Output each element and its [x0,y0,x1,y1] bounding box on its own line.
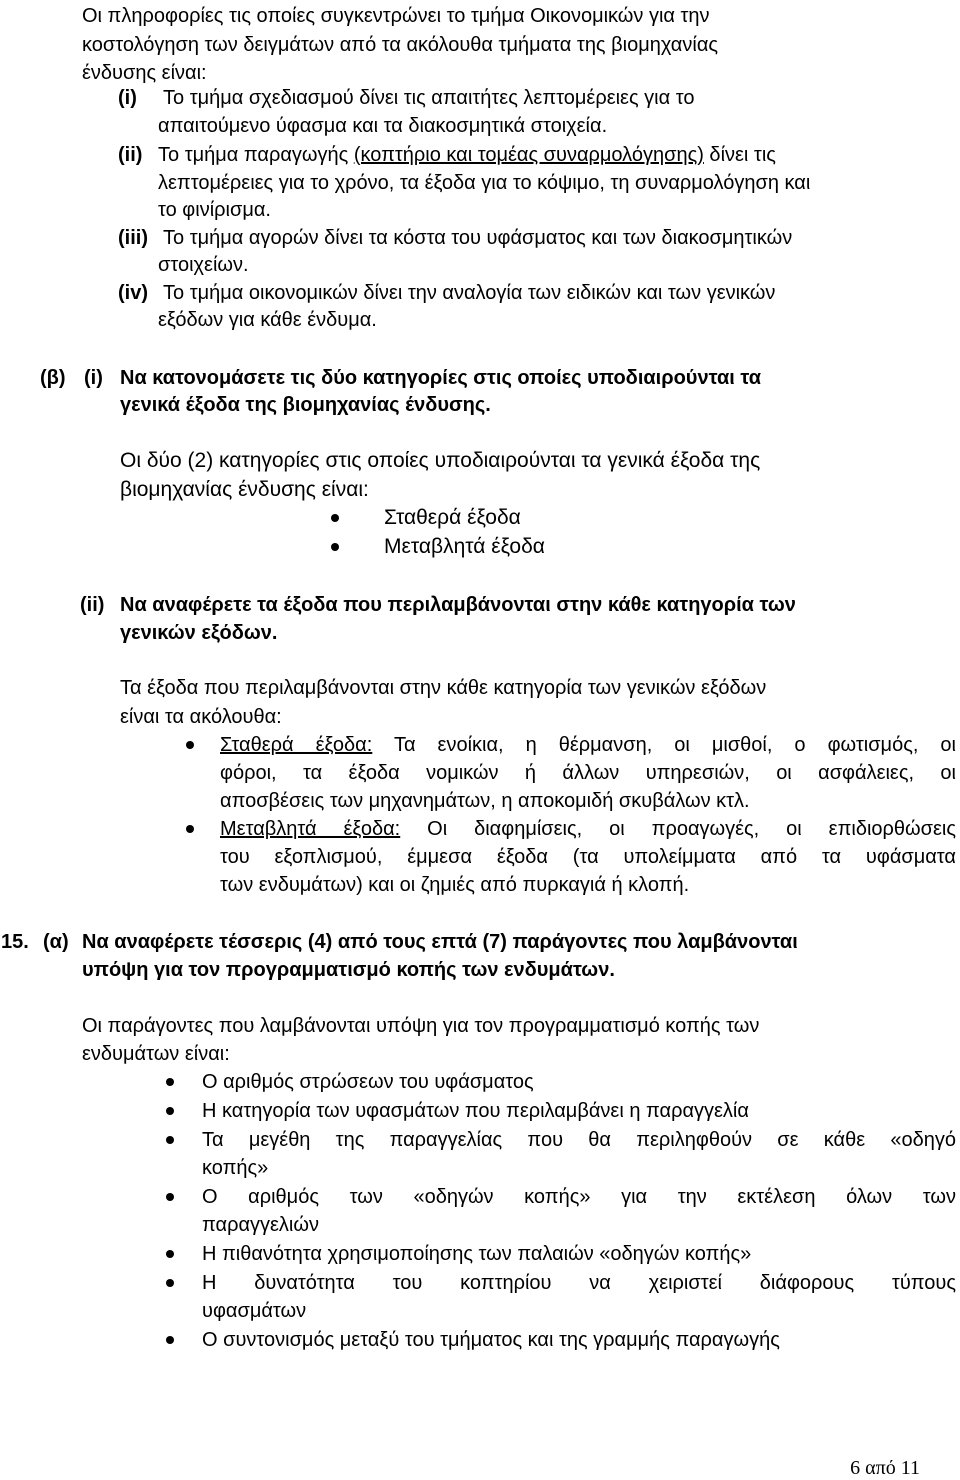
question-b-label: (β) [40,367,66,389]
bullet-icon [166,1279,174,1287]
fixed-expenses-line-2: φόροι, τα έξοδα νομικών ή άλλων υπηρεσιών, οι ασφάλειες, οι [220,762,956,784]
dept-4-line-1: Το τμήμα οικονομικών δίνει την αναλογία των ειδικών και των γενικών [163,282,776,304]
answer-b-i-line-2: βιομηχανίας ένδυσης είναι: [120,478,369,501]
bullet-icon [166,1136,174,1144]
variable-expenses-text: Οι διαφημίσεις, οι προαγωγές, οι επιδιορθώσεις [400,818,956,840]
variable-expenses-label: Μεταβλητά έξοδα: [220,818,401,840]
answer-b-ii-line-2: είναι τα ακόλουθα: [120,706,282,728]
factor-6-line-1: Η δυνατότητα του κοπτηρίου να χειριστεί διάφορους τύπους [202,1272,956,1294]
question-b-ii-line-1: Να αναφέρετε τα έξοδα που περιλαμβάνονται στην κάθε κατηγορία των [120,594,796,616]
dept-2-underlined: (κοπτήριο και τομέας συναρμολόγησης) [353,144,704,166]
answer-15-line-2: ενδυμάτων είναι: [82,1043,230,1065]
dept-1-line-2: απαιτούμενο ύφασμα και τα διακοσμητικά στοιχεία. [158,115,608,137]
bullet-icon [166,1250,174,1258]
fixed-expenses-text: Τα ενοίκια, η θέρμανση, οι μισθοί, ο φωτισμός, οι [372,734,956,756]
question-b-i-line-1: Να κατονομάσετε τις δύο κατηγορίες στις οποίες υποδιαιρούνται τα [120,367,762,389]
dept-2-text-a: Το τμήμα παραγωγής [158,144,354,166]
bullet-icon [331,514,339,522]
category-item: Μεταβλητά έξοδα [384,535,545,558]
answer-b-ii-line-1: Τα έξοδα που περιλαμβάνονται στην κάθε κατηγορία των γενικών εξόδων [120,677,767,699]
answer-15-line-1: Οι παράγοντες που λαμβάνονται υπόψη για τον προγραμματισμό κοπής των [82,1015,760,1037]
intro-line-1: Οι πληροφορίες τις οποίες συγκεντρώνει το τμήμα Οικονομικών για την [82,5,710,27]
factor-7: Ο συντονισμός μεταξύ του τμήματος και της γραμμής παραγωγής [202,1329,780,1351]
dept-2-line-3: το φινίρισμα. [158,199,271,221]
dept-4-number: (iv) [118,282,148,304]
factor-1: Ο αριθμός στρώσεων του υφάσματος [202,1071,534,1093]
dept-1-number: (i) [118,87,137,109]
category-item: Σταθερά έξοδα [384,506,521,529]
question-15-line-2: υπόψη για τον προγραμματισμό κοπής των ενδυμάτων. [82,959,615,981]
bullet-icon [331,543,339,551]
dept-3-line-1: Το τμήμα αγορών δίνει τα κόστα του υφάσματος και των διακοσμητικών [163,227,793,249]
factor-5: Η πιθανότητα χρησιμοποίησης των παλαιών «οδηγών κοπής» [202,1243,752,1265]
bullet-icon [186,825,194,833]
question-15-number: 15. [1,931,29,953]
bullet-icon [166,1078,174,1086]
variable-expenses-line-3: των ενδυμάτων) και οι ζημιές από πυρκαγιά ή κλοπή. [220,874,690,896]
question-b-ii-line-2: γενικών εξόδων. [120,622,278,644]
question-15-a-label: (α) [43,931,69,953]
dept-4-line-2: εξόδων για κάθε ένδυμα. [158,309,377,331]
answer-b-i-line-1: Οι δύο (2) κατηγορίες στις οποίες υποδιαιρούνται τα γενικά έξοδα της [120,449,761,472]
variable-expenses-line-1 [220,816,956,842]
question-15-line-1: Να αναφέρετε τέσσερις (4) από τους επτά (7) παράγοντες που λαμβάνονται [82,931,798,953]
dept-2-number: (ii) [118,144,143,166]
dept-2-line-2: λεπτομέρειες για το χρόνο, τα έξοδα για το κόψιμο, τη συναρμολόγηση και [158,172,811,194]
fixed-expenses-line-3: αποσβέσεις των μηχανημάτων, η αποκομιδή σκυβάλων κτλ. [220,790,750,812]
factor-3-line-2: κοπής» [202,1157,269,1179]
page-number: 6 από 11 [850,1457,920,1479]
intro-line-2: κοστολόγηση των δειγμάτων από τα ακόλουθα τμήματα της βιομηχανίας [82,34,719,56]
factor-6-line-2: υφασμάτων [202,1300,307,1322]
intro-line-3: ένδυσης είναι: [82,62,207,84]
factor-4-line-1: Ο αριθμός των «οδηγών κοπής» για την εκτέλεση όλων των [202,1186,956,1208]
dept-1-line-1: Το τμήμα σχεδιασμού δίνει τις απαιτήτες λεπτομέρειες για το [163,87,695,109]
dept-2-text-b: δίνει τις [703,144,776,166]
variable-expenses-line-2: του εξοπλισμού, έμμεσα έξοδα (τα υπολείμματα από τα υφάσματα [220,846,956,868]
dept-3-number: (iii) [118,227,148,249]
dept-3-line-2: στοιχείων. [158,254,249,276]
factor-3-line-1: Τα μεγέθη της παραγγελίας που θα περιληφθούν σε κάθε «οδηγό [202,1129,956,1151]
question-b-i-number: (i) [84,367,103,389]
bullet-icon [186,741,194,749]
bullet-icon [166,1193,174,1201]
fixed-expenses-line-1 [220,732,956,758]
question-b-i-line-2: γενικά έξοδα της βιομηχανίας ένδυσης. [120,394,491,416]
dept-2-line-1 [158,142,776,168]
bullet-icon [166,1107,174,1115]
factor-4-line-2: παραγγελιών [202,1214,319,1236]
question-b-ii-number: (ii) [80,594,105,616]
factor-2: Η κατηγορία των υφασμάτων που περιλαμβάνει η παραγγελία [202,1100,749,1122]
fixed-expenses-label: Σταθερά έξοδα: [220,734,373,756]
bullet-icon [166,1336,174,1344]
